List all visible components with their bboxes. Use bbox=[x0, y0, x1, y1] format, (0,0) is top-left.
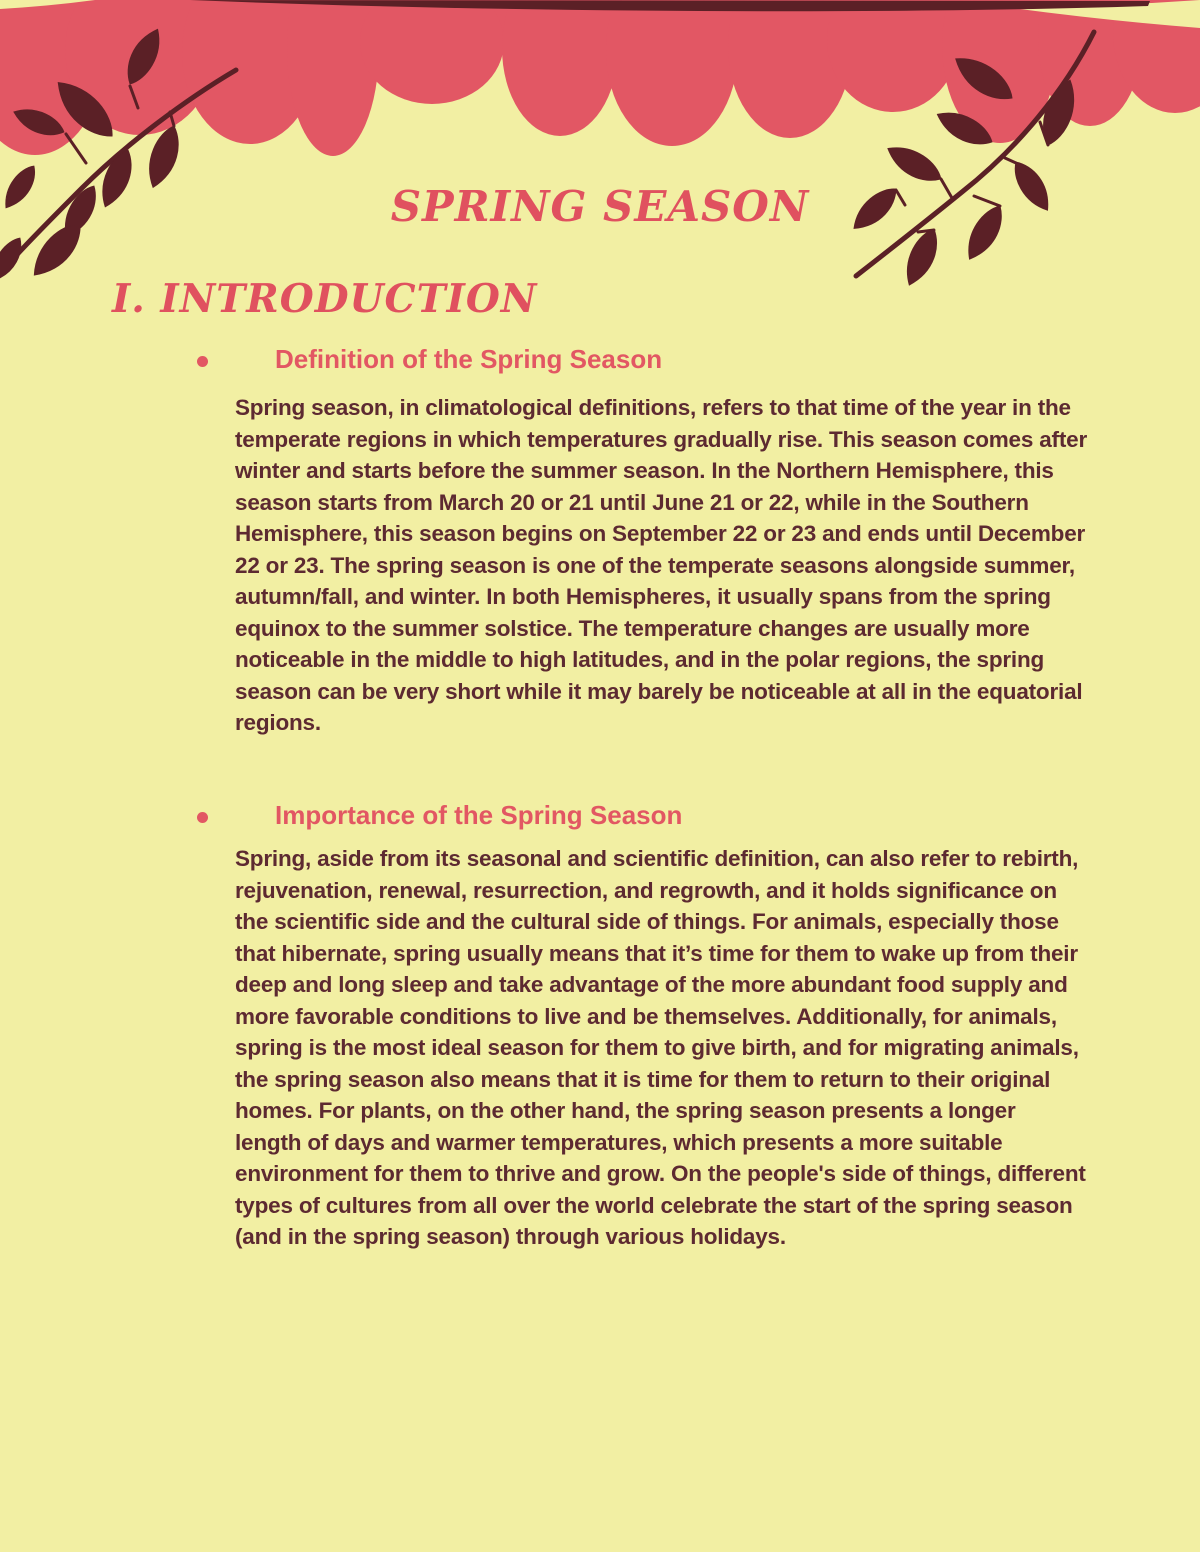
section-heading-introduction: I. INTRODUCTION bbox=[112, 276, 538, 322]
bullet-marker-icon bbox=[197, 356, 208, 367]
bullet-marker-icon bbox=[197, 812, 208, 823]
paragraph-definition: Spring season, in climatological definitions, refers to that time of the year in the temperate regions in which temperatures gradually rise. This season comes after winter and starts before the summer season. In the Northern Hemisphere, this season starts from March 20 or 21 until June 21 or 22, while in the Southern Hemisphere, this season begins on September 22 or 23 and ends until December 22 or 23. The spring season is one of the temperate seasons alongside summer, autumn/fall, and winter. In both Hemispheres, it usually spans from the spring equinox to the summer solstice. The temperature changes are usually more noticeable in the middle to high latitudes, and in the polar regions, the spring season can be very short while it may barely be noticeable at all in the equatorial regions. bbox=[235, 395, 1087, 735]
scallop-band-icon bbox=[0, 0, 1200, 156]
header-decoration bbox=[0, 0, 1200, 320]
paragraph-importance: Spring, aside from its seasonal and scientific definition, can also refer to rebirth, rejuvenation, renewal, resurrection, and regrowth, and it holds significance on the scientific side and the cultural side of things. For animals, especially those that hibernate, spring usually means that it’s time for them to wake up from their deep and long sleep and take advantage of the more abundant food supply and more favorable conditions to live and be themselves. Additionally, for animals, spring is the most ideal season for them to give birth, and for migrating animals, the spring season also means that it is time for them to return to their original homes. For plants, on the other hand, the spring season presents a longer length of days and warmer temperatures, which presents a more suitable environment for them to thrive and grow. On the people's side of things, different types of cultures from all over the world celebrate the start of the spring season (and in the spring season) through various holidays. bbox=[235, 846, 1086, 1249]
bullet-heading-importance: Importance of the Spring Season bbox=[275, 800, 683, 830]
page-title: SPRING SEASON bbox=[390, 182, 810, 231]
bullet-heading-definition: Definition of the Spring Season bbox=[275, 344, 663, 374]
